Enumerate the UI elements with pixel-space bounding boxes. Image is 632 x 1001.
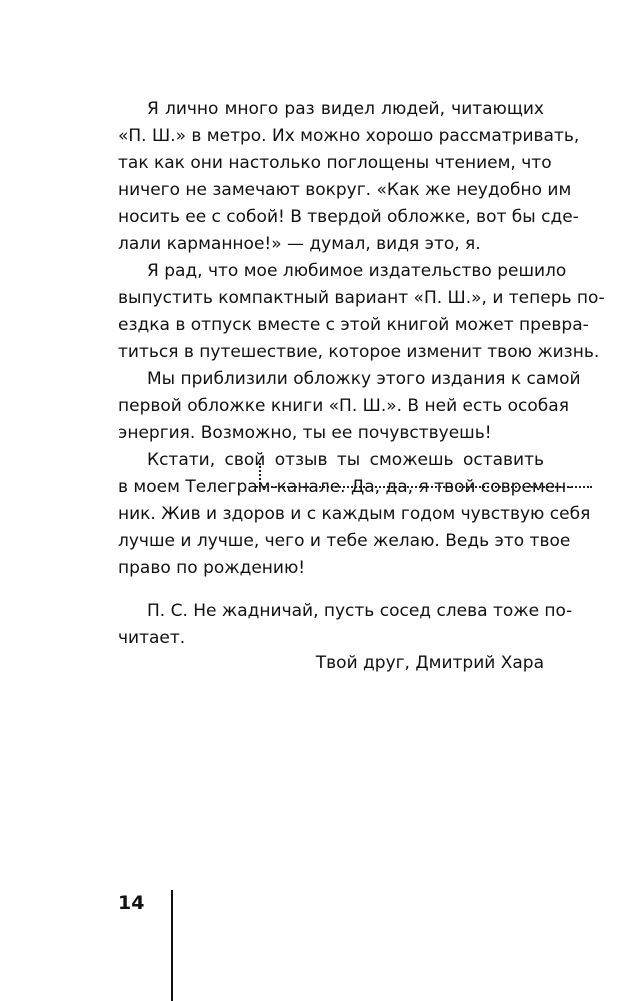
text-line: лали карманное!» — думал, видя это, я.	[118, 234, 481, 254]
text-line: выпустить компактный вариант «П. Ш.», и теперь по-	[118, 288, 605, 308]
signature: Твой друг, Дмитрий Хара	[315, 653, 544, 673]
postscript-paragraph	[118, 598, 573, 652]
page-number: 14	[118, 892, 145, 914]
paragraph-1	[118, 96, 580, 258]
text-line: «П. Ш.» в метро. Их можно хорошо рассматривать,	[118, 126, 580, 146]
text-fragment: -канале. Да, да, я твой современ-	[270, 477, 573, 497]
paragraph-2	[118, 258, 605, 366]
text-line: читает.	[118, 628, 186, 648]
text-line: ник. Жив и здоров и с каждым годом чувствую себя	[118, 504, 591, 524]
text-line: титься в путешествие, которое изменит твою жизнь.	[118, 342, 600, 362]
text-line: Я рад, что мое любимое издательство решило	[147, 261, 567, 281]
telegram-link[interactable]: Телеграм	[185, 477, 271, 497]
text-line: П. С. Не жадничай, пусть сосед слева тоже по-	[147, 601, 573, 621]
paragraph-4	[118, 447, 591, 582]
postscript	[118, 598, 573, 652]
link-box-bottom-edge	[256, 486, 592, 488]
text-line: так как они настолько поглощены чтением, что	[118, 153, 552, 173]
text-line: лучше и лучше, чего и тебе желаю. Ведь это твое	[118, 531, 571, 551]
text-line: право по рождению!	[118, 558, 306, 578]
text-line: Я лично много раз видел людей, читающих	[147, 99, 544, 119]
page-number-divider	[171, 890, 173, 1001]
text-line: Мы приблизили обложку этого издания к самой	[147, 369, 581, 389]
text-line: энергия. Возможно, ты ее почувствуешь!	[118, 423, 492, 443]
text-line: ездка в отпуск вместе с этой книгой может превра-	[118, 315, 589, 335]
link-box-left-edge	[259, 463, 261, 487]
text-line: первой обложке книги «П. Ш.». В ней есть особая	[118, 396, 569, 416]
paragraph-3	[118, 366, 581, 447]
text-fragment: в моем	[118, 477, 186, 497]
text-line: ничего не замечают вокруг. «Как же неудобно им	[118, 180, 572, 200]
main-text	[118, 96, 605, 582]
text-line: носить ее с собой! В твердой обложке, вот бы сде-	[118, 207, 579, 227]
text-line: Кстати, свой отзыв ты сможешь оставить	[147, 450, 544, 470]
